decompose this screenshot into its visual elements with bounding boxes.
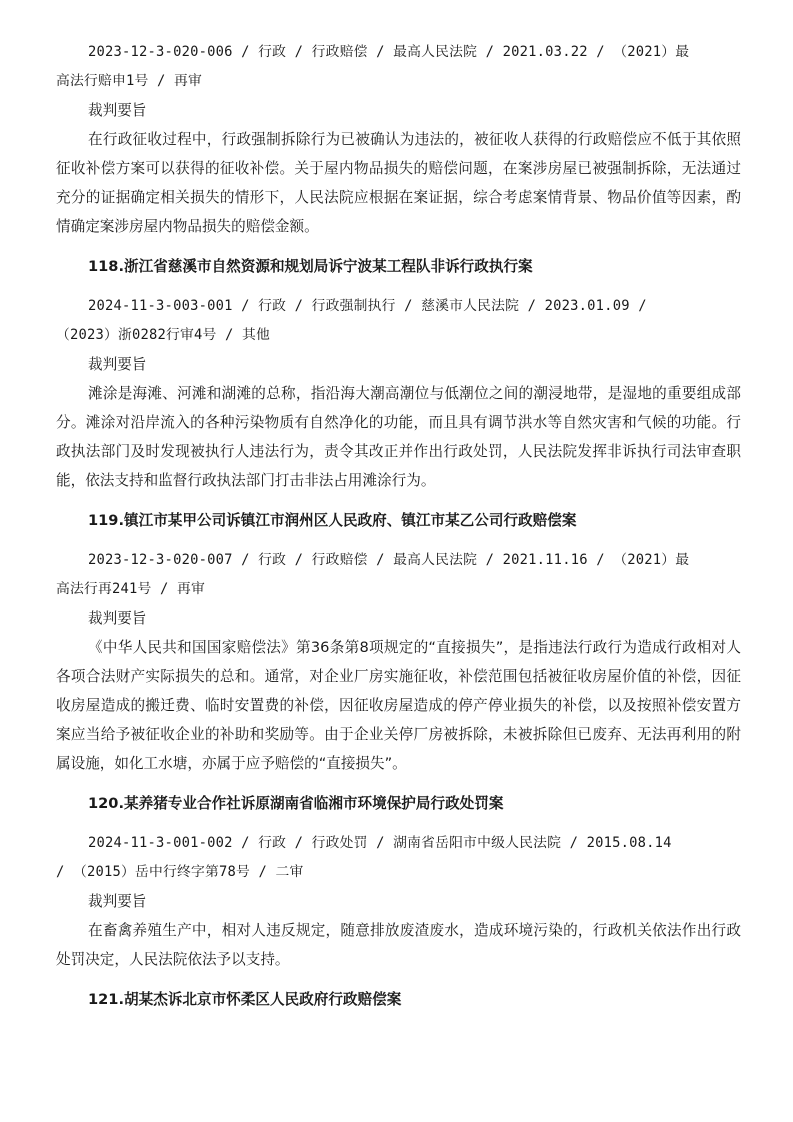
case-heading: 119.镇江市某甲公司诉镇江市润州区人民政府、镇江市某乙公司行政赔偿案 bbox=[88, 512, 577, 529]
case-block bbox=[56, 985, 741, 1014]
judgment-gist-text: 在行政征收过程中，行政强制拆除行为已被确认为违法的，被征收人获得的行政赔偿应不低于其依照征收补偿方案可以获得的征收补偿。关于屋内物品损失的赔偿问题，在案涉房屋已被强制拆除，无法通过充分的证据确定相关损失的情形下，人民法院应根据在案证据，综合考虑案情背景、物品价值等因素，酌情确定案涉房屋内物品损失的赔偿金额。 bbox=[56, 131, 741, 235]
judgment-gist-text: 《中华人民共和国国家赔偿法》第36条第8项规定的“直接损失”，是指违法行政行为造成行政相对人各项合法财产实际损失的总和。通常，对企业厂房实施征收，补偿范围包括被征收房屋价值的补偿，因征收房屋造成的搬迁费、临时安置费的补偿，因征收房屋造成的停产停业损失的补偿，以及按照补偿安置方案应当给予被征收企业的补助和奖励等。由于企业关停厂房被拆除，未被拆除但已废弃、无法再利用的附属设施，如化工水塘，亦属于应予赔偿的“直接损失”。 bbox=[56, 639, 741, 772]
case-heading: 118.浙江省慈溪市自然资源和规划局诉宁波某工程队非诉行政执行案 bbox=[88, 258, 533, 275]
case-meta-continued: 高法行赔申1号 / 再审 bbox=[56, 73, 203, 89]
case-block bbox=[56, 506, 741, 778]
case-heading: 121.胡某杰诉北京市怀柔区人民政府行政赔偿案 bbox=[88, 991, 402, 1008]
case-block bbox=[56, 789, 741, 974]
case-meta: 2024-11-3-003-001 / 行政 / 行政强制执行 / 慈溪市人民法院 / 2023.01.09 / bbox=[88, 298, 647, 314]
judgment-gist-label: 裁判要旨 bbox=[88, 893, 147, 910]
case-block bbox=[56, 252, 741, 495]
case-meta-continued: （2023）浙0282行审4号 / 其他 bbox=[56, 327, 271, 343]
judgment-gist-text: 在畜禽养殖生产中，相对人违反规定，随意排放废渣废水，造成环境污染的，行政机关依法作出行政处罚决定，人民法院依法予以支持。 bbox=[56, 922, 741, 968]
case-meta: 2023-12-3-020-007 / 行政 / 行政赔偿 / 最高人民法院 / 2021.11.16 / （2021）最 bbox=[88, 552, 690, 568]
judgment-gist-label: 裁判要旨 bbox=[88, 610, 147, 627]
judgment-gist-text: 滩涂是海滩、河滩和湖滩的总称，指沿海大潮高潮位与低潮位之间的潮浸地带，是湿地的重要组成部分。滩涂对沿岸流入的各种污染物质有自然净化的功能，而且具有调节洪水等自然灾害和气候的功能。行政执法部门及时发现被执行人违法行为，责令其改正并作出行政处罚，人民法院发挥非诉执行司法审查职能，依法支持和监督行政执法部门打击非法占用滩涂行为。 bbox=[56, 385, 741, 489]
judgment-gist-label: 裁判要旨 bbox=[88, 102, 147, 119]
case-meta-continued: / （2015）岳中行终字第78号 / 二审 bbox=[56, 864, 304, 880]
case-meta: 2024-11-3-001-002 / 行政 / 行政处罚 / 湖南省岳阳市中级人民法院 / 2015.08.14 bbox=[88, 835, 672, 851]
judgment-gist-label: 裁判要旨 bbox=[88, 356, 147, 373]
case-meta-continued: 高法行再241号 / 再审 bbox=[56, 581, 206, 597]
case-block bbox=[56, 38, 741, 241]
case-meta: 2023-12-3-020-006 / 行政 / 行政赔偿 / 最高人民法院 / 2021.03.22 / （2021）最 bbox=[88, 44, 690, 60]
case-heading: 120.某养猪专业合作社诉原湖南省临湘市环境保护局行政处罚案 bbox=[88, 795, 504, 812]
